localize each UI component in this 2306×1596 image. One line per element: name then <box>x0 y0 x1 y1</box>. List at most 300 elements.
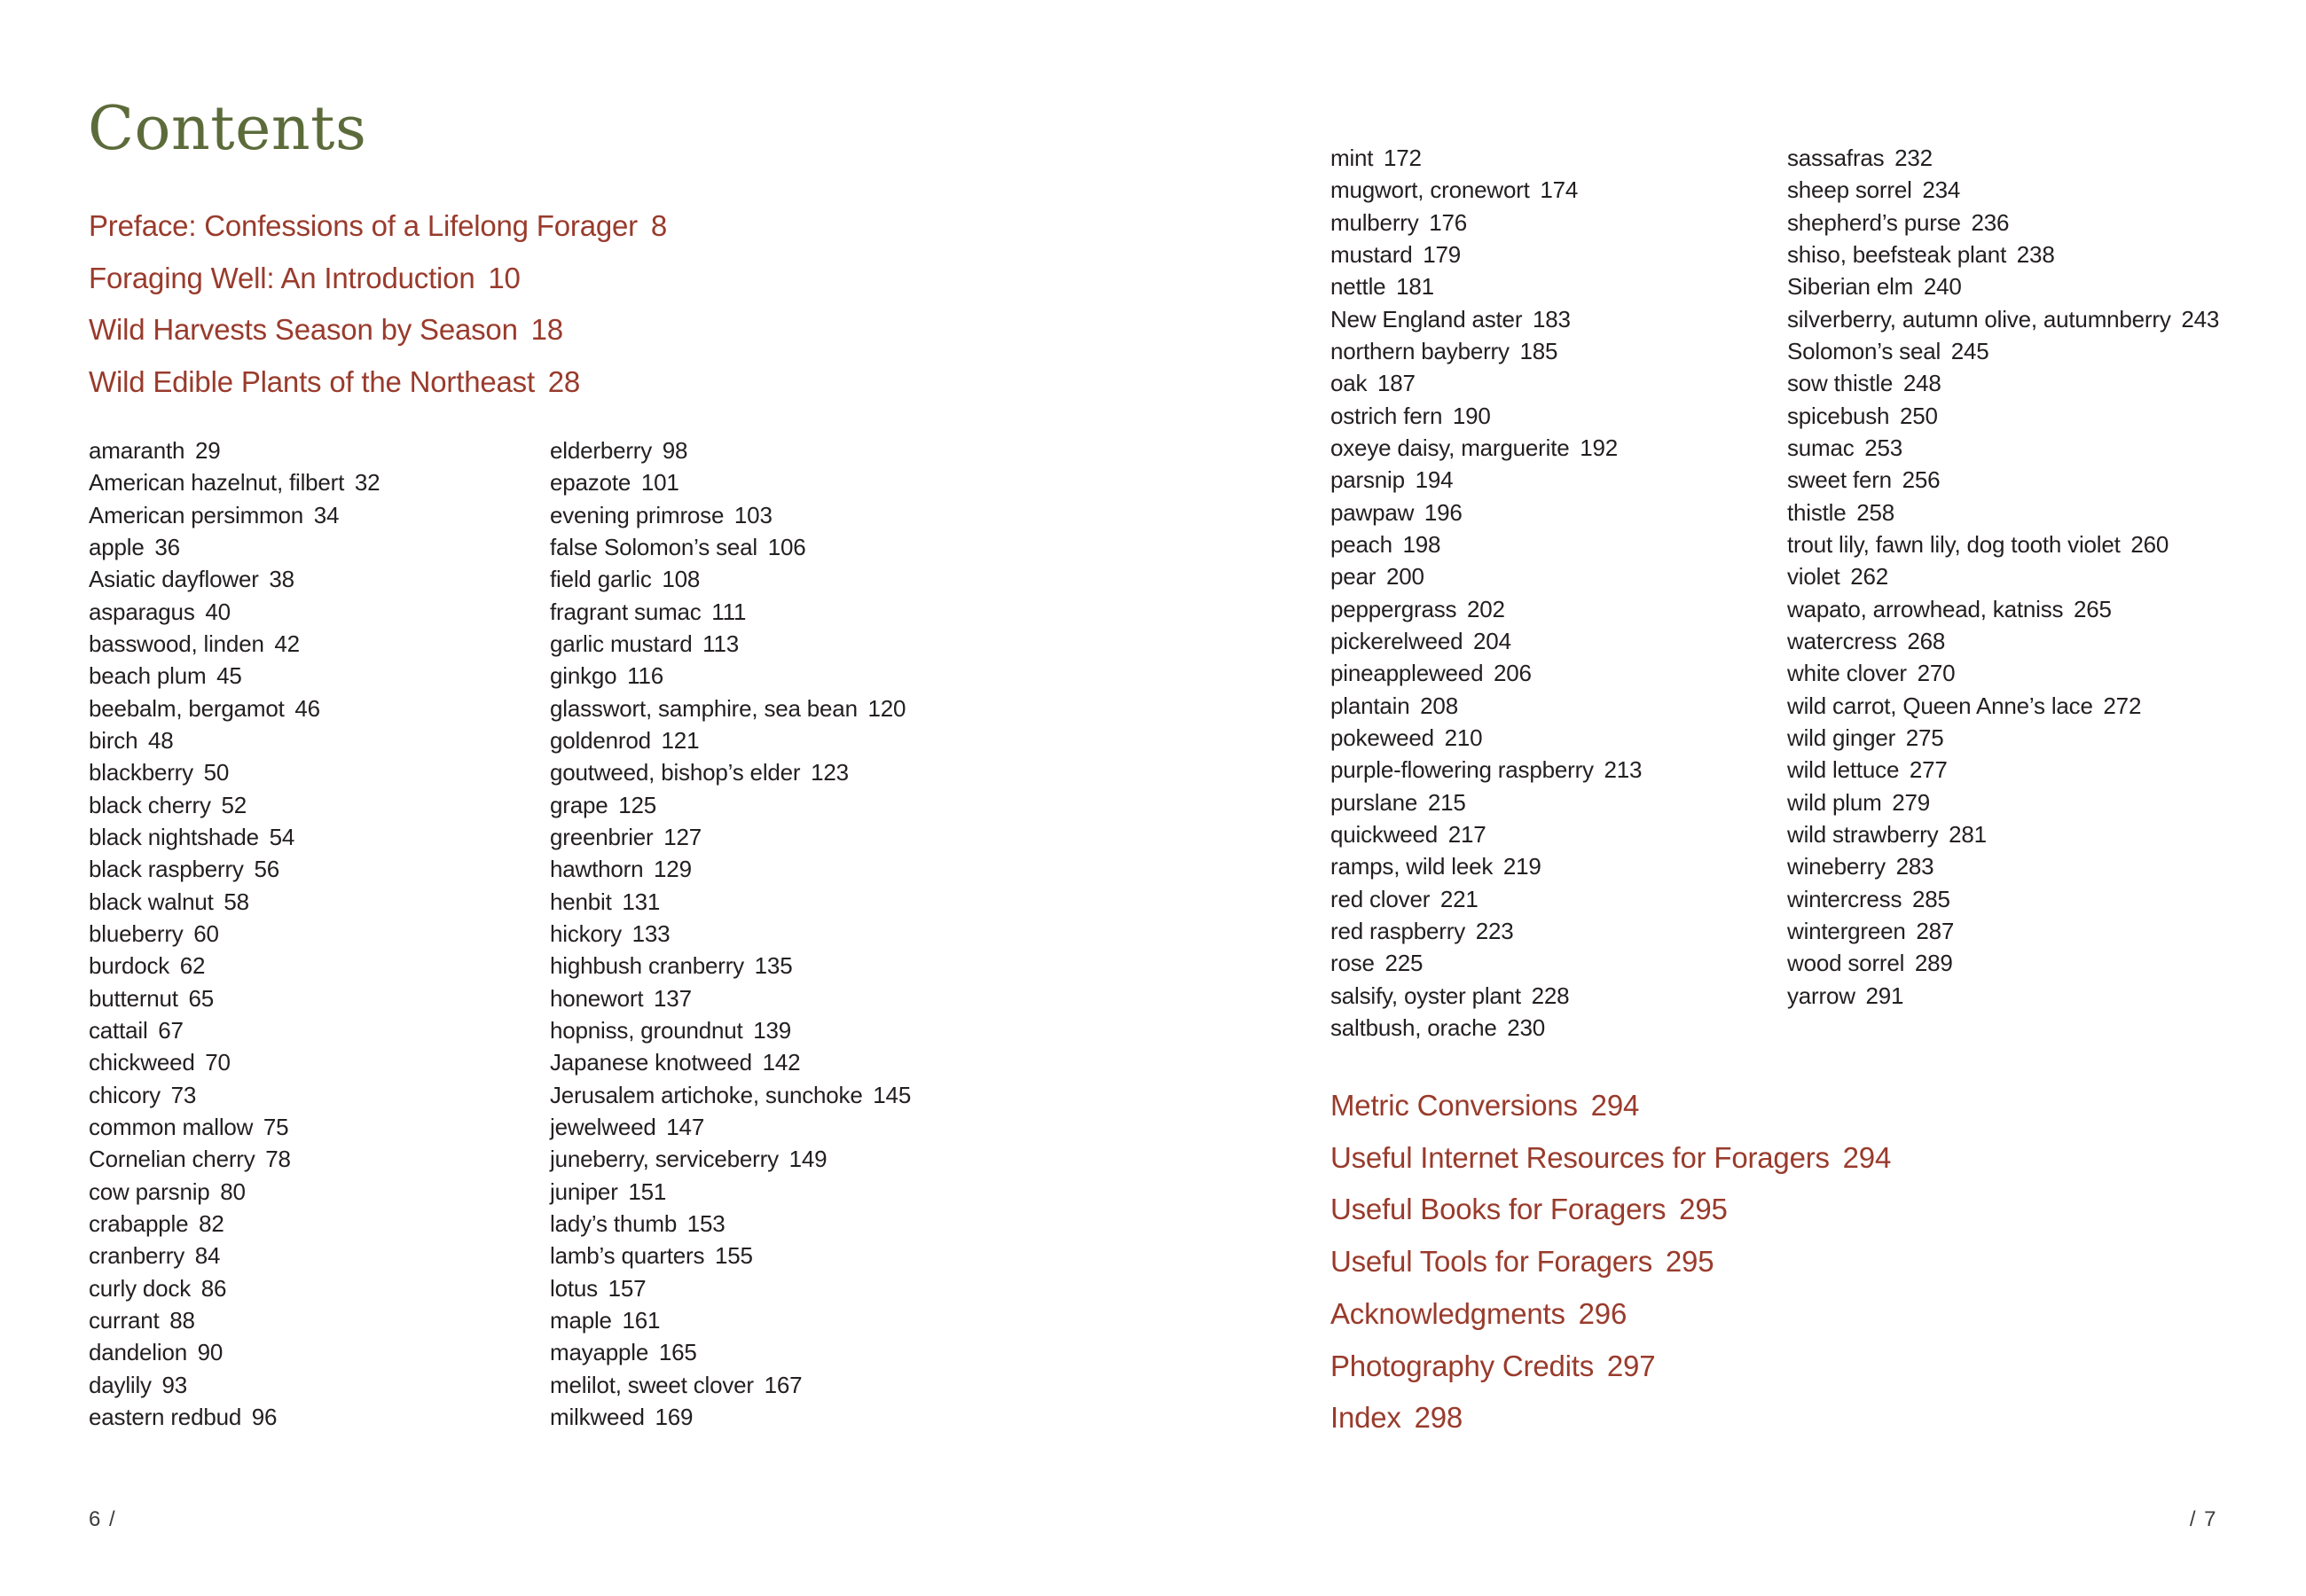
entry-page-number: 86 <box>200 1274 227 1302</box>
entry-label: watercress <box>1787 627 1897 654</box>
toc-entry <box>550 563 911 595</box>
entry-page-number: 187 <box>1377 370 1416 397</box>
toc-entry <box>1787 850 2219 882</box>
front-matter-entry <box>89 253 667 305</box>
toc-entry <box>550 1369 911 1401</box>
entry-label: currant <box>89 1306 160 1334</box>
entry-page-number: 221 <box>1439 885 1479 912</box>
entry-page-number: 157 <box>608 1274 647 1302</box>
toc-entry <box>1787 207 2219 239</box>
entry-label: fragrant sumac <box>550 598 702 625</box>
toc-entry <box>550 886 911 918</box>
entry-label: New England aster <box>1330 305 1523 332</box>
entry-page-number: 42 <box>274 630 300 657</box>
toc-entry <box>89 1369 380 1401</box>
entry-label: basswood, linden <box>89 630 264 657</box>
entry-label: Preface: Confessions of a Lifelong Forager <box>89 209 638 242</box>
toc-entry <box>89 1176 380 1208</box>
entry-page-number: 137 <box>654 984 692 1012</box>
toc-entry <box>550 1079 911 1111</box>
toc-entry <box>1787 883 2219 915</box>
entry-label: black cherry <box>89 791 211 818</box>
entry-label: red clover <box>1330 885 1431 912</box>
entry-page-number: 50 <box>203 759 230 786</box>
entry-label: Cornelian cherry <box>89 1146 255 1173</box>
entry-label: spicebush <box>1787 402 1890 429</box>
entry-page-number: 228 <box>1531 982 1570 1009</box>
entry-page-number: 139 <box>753 1016 792 1044</box>
back-matter-entry <box>1330 1184 1891 1236</box>
entry-page-number: 200 <box>1385 563 1424 591</box>
toc-entry <box>1787 497 2219 528</box>
toc-entry <box>1330 722 1642 754</box>
entry-page-number: 125 <box>618 791 656 818</box>
entry-label: wapato, arrowhead, katniss <box>1787 595 2064 622</box>
entry-page-number: 142 <box>762 1049 801 1076</box>
toc-entry <box>550 434 911 466</box>
front-matter-entry <box>89 200 667 253</box>
entry-page-number: 277 <box>1909 756 1948 784</box>
toc-entry <box>550 950 911 982</box>
toc-entry <box>1787 818 2219 850</box>
toc-entry <box>1787 400 2219 432</box>
entry-page-number: 270 <box>1917 660 1956 687</box>
toc-entry <box>1330 657 1642 689</box>
entry-label: lamb’s quarters <box>550 1242 705 1270</box>
toc-entry <box>1330 335 1642 367</box>
entry-page-number: 123 <box>811 759 849 786</box>
entry-page-number: 272 <box>2103 692 2142 719</box>
toc-entry <box>1330 560 1642 592</box>
entry-label: maple <box>550 1306 612 1334</box>
toc-entry <box>550 1272 911 1304</box>
toc-entry <box>89 1046 380 1078</box>
entry-label: peppergrass <box>1330 595 1457 622</box>
entry-page-number: 73 <box>170 1081 197 1108</box>
entry-page-number: 167 <box>764 1371 803 1398</box>
entry-page-number: 245 <box>1950 337 1989 364</box>
toc-entry <box>1787 722 2219 754</box>
entry-page-number: 176 <box>1429 208 1467 236</box>
entry-label: ramps, wild leek <box>1330 853 1494 880</box>
toc-entry <box>1330 625 1642 657</box>
entry-page-number: 98 <box>662 437 688 464</box>
entry-page-number: 96 <box>251 1403 278 1430</box>
entry-page-number: 129 <box>654 856 692 883</box>
entry-label: northern bayberry <box>1330 337 1510 364</box>
entry-label: wild ginger <box>1787 724 1896 751</box>
toc-entry <box>1787 239 2219 270</box>
back-matter-entry <box>1330 1288 1891 1341</box>
toc-entry <box>1787 464 2219 496</box>
entry-page-number: 296 <box>1578 1296 1628 1330</box>
entry-label: crabapple <box>89 1209 189 1237</box>
entry-page-number: 172 <box>1384 145 1422 171</box>
entry-label: false Solomon’s seal <box>550 533 757 560</box>
toc-entry <box>1787 593 2219 625</box>
toc-entry <box>1787 270 2219 302</box>
entry-label: shepherd’s purse <box>1787 208 1961 236</box>
entry-label: asparagus <box>89 598 195 625</box>
entry-label: Photography Credits <box>1330 1349 1595 1382</box>
entry-label: cattail <box>89 1016 148 1044</box>
toc-entry <box>550 499 911 531</box>
entry-page-number: 196 <box>1424 498 1463 526</box>
entry-page-number: 113 <box>702 630 740 657</box>
entry-page-number: 70 <box>205 1049 231 1076</box>
entry-label: sheep sorrel <box>1787 176 1912 204</box>
toc-entry <box>550 692 911 724</box>
entry-page-number: 248 <box>1902 370 1941 397</box>
entry-label: pokeweed <box>1330 724 1434 751</box>
toc-entry <box>89 466 380 498</box>
entry-label: lady’s thumb <box>550 1209 678 1237</box>
toc-entry <box>550 1176 911 1208</box>
entry-page-number: 194 <box>1415 466 1454 494</box>
entry-label: hopniss, groundnut <box>550 1016 743 1044</box>
entry-label: sassafras <box>1787 145 1885 171</box>
toc-entry <box>89 821 380 853</box>
entry-page-number: 32 <box>354 469 380 497</box>
entry-page-number: 40 <box>205 598 231 625</box>
entry-page-number: 65 <box>188 984 215 1012</box>
entry-label: purslane <box>1330 788 1418 816</box>
toc-entry <box>1330 400 1642 432</box>
entry-label: wild strawberry <box>1787 820 1939 848</box>
toc-entry <box>1787 432 2219 464</box>
plant-column-4 <box>1787 142 2219 1012</box>
entry-page-number: 210 <box>1444 724 1483 751</box>
toc-entry <box>89 660 380 692</box>
toc-entry <box>89 1208 380 1240</box>
entry-label: yarrow <box>1787 982 1855 1009</box>
entry-page-number: 75 <box>263 1113 289 1140</box>
entry-label: mustard <box>1330 240 1413 268</box>
entry-label: Solomon’s seal <box>1787 337 1941 364</box>
toc-entry <box>550 1143 911 1175</box>
toc-entry <box>1787 528 2219 560</box>
entry-label: wild plum <box>1787 788 1882 816</box>
entry-label: burdock <box>89 952 170 980</box>
entry-label: mugwort, cronewort <box>1330 176 1530 204</box>
entry-page-number: 181 <box>1396 273 1434 301</box>
entry-page-number: 60 <box>193 919 219 947</box>
entry-label: chicory <box>89 1081 161 1108</box>
toc-entry <box>550 466 911 498</box>
entry-label: beach plum <box>89 662 207 690</box>
toc-entry <box>89 1304 380 1336</box>
entry-label: highbush cranberry <box>550 952 744 980</box>
back-matter-entry <box>1330 1341 1891 1393</box>
entry-label: daylily <box>89 1371 152 1398</box>
toc-entry <box>1330 818 1642 850</box>
entry-page-number: 36 <box>154 533 180 560</box>
entry-page-number: 169 <box>655 1403 694 1430</box>
entry-page-number: 217 <box>1447 820 1486 848</box>
entry-label: melilot, sweet clover <box>550 1371 754 1398</box>
entry-page-number: 179 <box>1423 240 1461 268</box>
toc-entry <box>550 1336 911 1368</box>
entry-page-number: 238 <box>2016 240 2055 268</box>
toc-entry <box>89 692 380 724</box>
toc-entry <box>89 1111 380 1143</box>
toc-entry <box>89 853 380 885</box>
folio-left: 6 / <box>89 1507 117 1531</box>
entry-label: salsify, oyster plant <box>1330 982 1521 1009</box>
toc-entry <box>550 596 911 628</box>
entry-label: Useful Internet Resources for Foragers <box>1330 1140 1830 1174</box>
entry-label: black raspberry <box>89 856 244 883</box>
entry-page-number: 103 <box>733 501 773 528</box>
toc-entry <box>1330 850 1642 882</box>
entry-label: henbit <box>550 888 612 915</box>
toc-entry <box>89 1079 380 1111</box>
entry-label: cranberry <box>89 1242 185 1270</box>
entry-label: ginkgo <box>550 662 617 690</box>
entry-page-number: 204 <box>1473 627 1511 654</box>
entry-label: epazote <box>550 469 631 497</box>
entry-label: wild lettuce <box>1787 756 1900 784</box>
entry-label: parsnip <box>1330 466 1405 494</box>
entry-label: Siberian elm <box>1787 273 1914 301</box>
toc-entry <box>550 1111 911 1143</box>
entry-label: oak <box>1330 370 1368 397</box>
entry-page-number: 10 <box>488 261 521 294</box>
entry-page-number: 108 <box>662 566 701 593</box>
entry-label: juneberry, serviceberry <box>550 1146 779 1173</box>
entry-page-number: 283 <box>1895 853 1934 880</box>
entry-label: Index <box>1330 1401 1401 1435</box>
entry-page-number: 147 <box>666 1113 705 1140</box>
toc-entry <box>1787 980 2219 1012</box>
entry-page-number: 213 <box>1604 756 1643 784</box>
back-matter-entry <box>1330 1132 1891 1185</box>
entry-label: wintercress <box>1787 885 1902 912</box>
toc-entry <box>89 756 380 788</box>
entry-label: hawthorn <box>550 856 644 883</box>
entry-label: glasswort, samphire, sea bean <box>550 694 858 722</box>
toc-entry <box>1330 754 1642 786</box>
entry-label: Foraging Well: An Introduction <box>89 261 475 294</box>
entry-label: birch <box>89 726 138 754</box>
entry-label: greenbrier <box>550 823 654 850</box>
entry-label: blueberry <box>89 919 184 947</box>
entry-label: Useful Tools for Foragers <box>1330 1245 1653 1279</box>
entry-page-number: 153 <box>686 1209 726 1237</box>
toc-entry <box>550 1208 911 1240</box>
toc-entry <box>89 886 380 918</box>
entry-page-number: 192 <box>1580 434 1618 461</box>
entry-label: white clover <box>1787 660 1907 687</box>
toc-entry <box>1787 915 2219 947</box>
toc-entry <box>1330 303 1642 335</box>
entry-label: cow parsnip <box>89 1177 210 1205</box>
toc-entry <box>1330 142 1642 174</box>
toc-entry <box>550 918 911 950</box>
front-matter-list <box>89 200 667 409</box>
toc-entry <box>89 434 380 466</box>
entry-label: American persimmon <box>89 501 304 528</box>
entry-page-number: 208 <box>1420 692 1458 719</box>
plant-column-1 <box>89 434 380 1433</box>
entry-label: Wild Harvests Season by Season <box>89 313 518 347</box>
toc-entry <box>1330 432 1642 464</box>
entry-page-number: 165 <box>658 1339 697 1366</box>
entry-label: thistle <box>1787 498 1847 526</box>
entry-page-number: 133 <box>631 919 671 947</box>
back-matter-entry <box>1330 1236 1891 1288</box>
entry-label: honewort <box>550 984 644 1012</box>
entry-page-number: 190 <box>1452 402 1491 429</box>
entry-label: jewelweed <box>550 1113 656 1140</box>
entry-page-number: 258 <box>1856 498 1894 526</box>
entry-label: Useful Books for Foragers <box>1330 1193 1667 1226</box>
entry-page-number: 265 <box>2074 595 2112 622</box>
entry-label: apple <box>89 533 145 560</box>
entry-page-number: 155 <box>714 1242 753 1270</box>
toc-entry <box>89 596 380 628</box>
toc-entry <box>89 1272 380 1304</box>
entry-label: black nightshade <box>89 823 259 850</box>
toc-entry <box>1787 142 2219 174</box>
entry-page-number: 38 <box>269 566 294 593</box>
entry-page-number: 285 <box>1911 885 1950 912</box>
entry-page-number: 93 <box>161 1371 188 1398</box>
toc-entry <box>1330 786 1642 818</box>
entry-page-number: 295 <box>1665 1245 1714 1279</box>
entry-label: pineappleweed <box>1330 660 1484 687</box>
entry-page-number: 78 <box>265 1146 291 1173</box>
toc-entry <box>1330 497 1642 528</box>
entry-page-number: 185 <box>1519 337 1558 364</box>
entry-page-number: 88 <box>169 1306 195 1334</box>
toc-entry <box>550 1240 911 1271</box>
toc-entry <box>1330 947 1642 979</box>
entry-page-number: 90 <box>197 1339 224 1366</box>
entry-label: sweet fern <box>1787 466 1892 494</box>
entry-label: violet <box>1787 563 1840 591</box>
entry-page-number: 80 <box>220 1177 246 1205</box>
toc-entry <box>550 531 911 563</box>
entry-page-number: 120 <box>867 694 906 722</box>
entry-page-number: 174 <box>1540 176 1579 204</box>
entry-label: oxeye daisy, marguerite <box>1330 434 1570 461</box>
entry-label: Acknowledgments <box>1330 1296 1565 1330</box>
toc-entry <box>550 1304 911 1336</box>
toc-entry <box>89 724 380 756</box>
page-title: Contents <box>88 94 367 164</box>
entry-label: ostrich fern <box>1330 402 1443 429</box>
toc-entry <box>1787 947 2219 979</box>
entry-page-number: 121 <box>661 726 700 754</box>
entry-page-number: 262 <box>1850 563 1888 591</box>
entry-page-number: 294 <box>1842 1140 1892 1174</box>
entry-label: lotus <box>550 1274 598 1302</box>
entry-page-number: 206 <box>1494 660 1532 687</box>
entry-page-number: 219 <box>1502 853 1541 880</box>
entry-label: American hazelnut, filbert <box>89 469 345 497</box>
toc-entry <box>89 1401 380 1433</box>
entry-page-number: 18 <box>530 313 563 347</box>
entry-page-number: 291 <box>1865 982 1904 1009</box>
entry-page-number: 46 <box>294 694 320 722</box>
toc-entry <box>550 982 911 1014</box>
toc-entry <box>89 1336 380 1368</box>
entry-page-number: 268 <box>1907 627 1946 654</box>
toc-entry <box>89 789 380 821</box>
entry-page-number: 236 <box>1971 208 2010 236</box>
entry-page-number: 116 <box>627 662 663 690</box>
entry-page-number: 106 <box>767 533 806 560</box>
toc-entry <box>89 1014 380 1046</box>
toc-entry <box>1330 915 1642 947</box>
plant-column-2 <box>550 434 911 1433</box>
toc-entry <box>550 853 911 885</box>
entry-page-number: 275 <box>1905 724 1944 751</box>
front-matter-entry <box>89 304 667 356</box>
toc-entry <box>1787 367 2219 399</box>
toc-entry <box>1330 528 1642 560</box>
entry-page-number: 289 <box>1914 950 1953 977</box>
entry-page-number: 84 <box>194 1242 221 1270</box>
plant-column-3 <box>1330 142 1642 1044</box>
entry-label: hickory <box>550 919 622 947</box>
entry-label: wintergreen <box>1787 917 1906 944</box>
toc-entry <box>550 821 911 853</box>
entry-label: shiso, beefsteak plant <box>1787 240 2007 268</box>
toc-entry <box>1787 625 2219 657</box>
entry-page-number: 34 <box>313 501 340 528</box>
toc-entry <box>1787 560 2219 592</box>
entry-page-number: 58 <box>224 888 249 915</box>
entry-page-number: 225 <box>1384 950 1424 977</box>
entry-label: pickerelweed <box>1330 627 1463 654</box>
entry-label: butternut <box>89 984 178 1012</box>
entry-label: curly dock <box>89 1274 192 1302</box>
entry-label: silverberry, autumn olive, autumnberry <box>1787 305 2171 332</box>
toc-entry <box>1330 593 1642 625</box>
entry-label: Asiatic dayflower <box>89 566 259 593</box>
entry-label: red raspberry <box>1330 917 1466 944</box>
entry-label: pawpaw <box>1330 498 1415 526</box>
toc-entry <box>89 628 380 660</box>
entry-page-number: 232 <box>1894 145 1933 171</box>
entry-label: grape <box>550 791 608 818</box>
entry-page-number: 243 <box>2181 305 2220 332</box>
toc-entry <box>89 1143 380 1175</box>
toc-entry <box>89 918 380 950</box>
entry-page-number: 45 <box>216 662 242 690</box>
toc-entry <box>89 499 380 531</box>
entry-label: pear <box>1330 563 1377 591</box>
entry-label: garlic mustard <box>550 630 693 657</box>
entry-page-number: 281 <box>1949 820 1987 848</box>
entry-page-number: 131 <box>622 888 661 915</box>
entry-page-number: 215 <box>1427 788 1466 816</box>
toc-entry <box>89 1240 380 1271</box>
toc-entry <box>89 950 380 982</box>
toc-entry <box>1330 464 1642 496</box>
toc-entry <box>550 660 911 692</box>
toc-entry <box>1330 174 1642 206</box>
entry-label: evening primrose <box>550 501 725 528</box>
toc-entry <box>89 982 380 1014</box>
toc-entry <box>1330 207 1642 239</box>
toc-entry <box>1787 174 2219 206</box>
entry-page-number: 260 <box>2130 530 2169 558</box>
entry-page-number: 52 <box>221 791 247 818</box>
front-matter-entry <box>89 356 667 409</box>
